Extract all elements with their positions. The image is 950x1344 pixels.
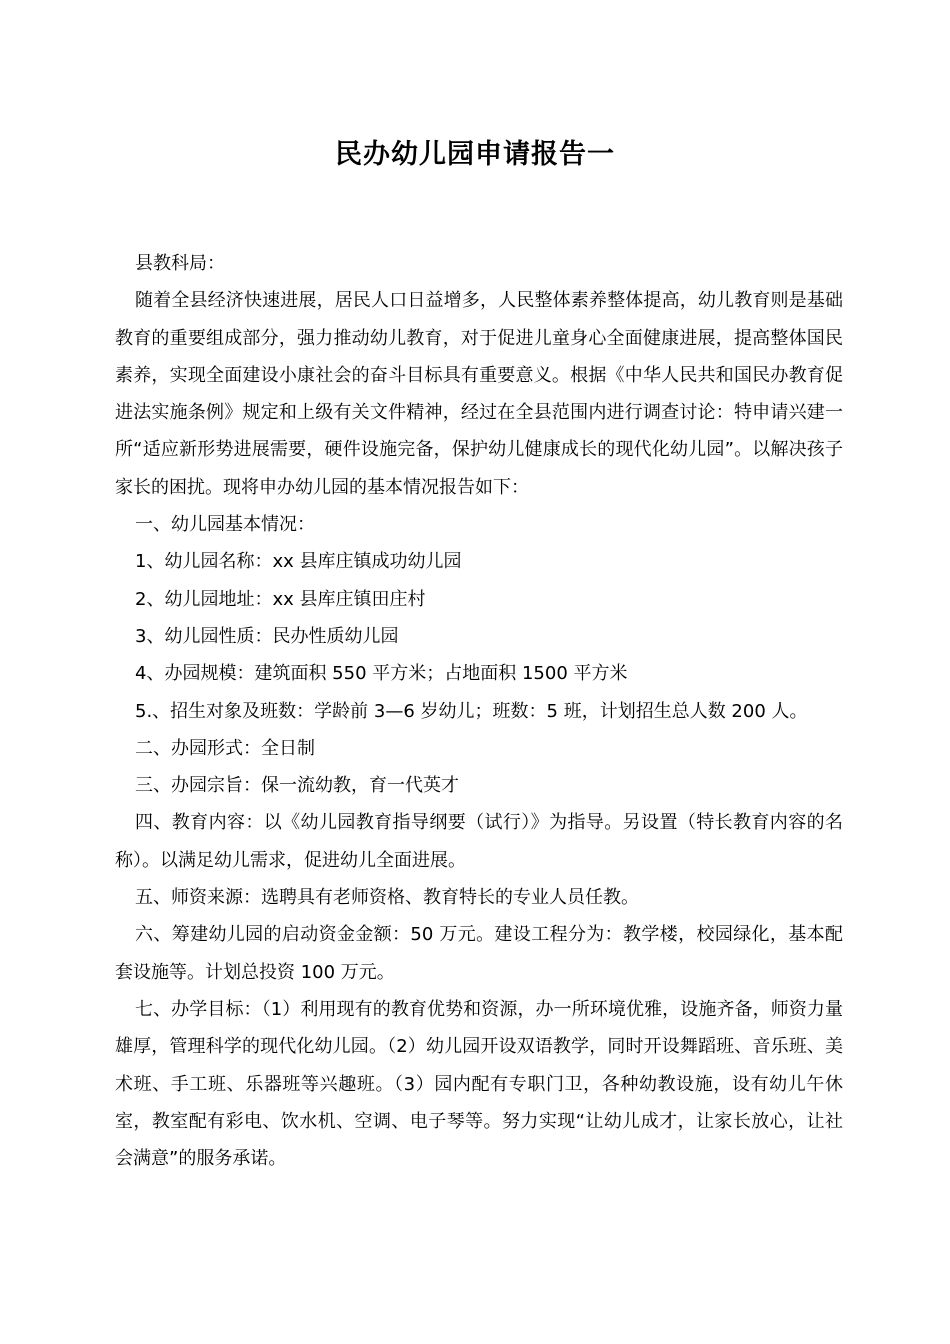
paragraph-item-enrollment: 5.、招生对象及班数：学龄前 3—6 岁幼儿；班数：5 班，计划招生总人数 200 人。 bbox=[135, 700, 808, 722]
paragraph-section-5: 五、师资来源：选聘具有老师资格、教育特长的专业人员任教。 bbox=[135, 887, 639, 909]
paragraph-intro: 随着全县经济快速进展，居民人口日益增多，人民整体素养整体提高，幼儿教育则是基础教育的重要组成部分，强力推动幼儿教育，对于促进儿童身心全面健康进展，提高整体国民素养，实现全面建设小康社会的奋斗目标具有重要意义。根据《中华人民共和国民办教育促进法实施条例》规定和上级有关文件精神，经过在全县范围内进行调查讨论：特申请兴建一所“适应新形势进展需要，硬件设施完备，保护幼儿健康成长的现代化幼儿园”。以解决孩子家长的困扰。现将申办幼儿园的基本情况报告如下： bbox=[115, 290, 843, 498]
paragraph-section-7: 七、办学目标：（1）利用现有的教育优势和资源，办一所环境优雅，设施齐备，师资力量雄厚，管理科学的现代化幼儿园。（2）幼儿园开设双语教学，同时开设舞蹈班、音乐班、美术班、手工班、乐器班等兴趣班。（3）园内配有专职门卫，各种幼教设施，设有幼儿午休室，教室配有彩电、饮水机、空调、电子琴等。努力实现“让幼儿成才，让家长放心，让社会满意”的服务承诺。 bbox=[115, 998, 843, 1170]
paragraph-item-scale: 4、办园规模：建筑面积 550 平方米；占地面积 1500 平方米 bbox=[135, 663, 628, 685]
salutation: 县教科局： bbox=[135, 253, 225, 274]
document-body bbox=[115, 245, 843, 1177]
document-title: 民办幼儿园申请报告一 bbox=[335, 139, 615, 170]
paragraph-section-1-heading: 一、幼儿园基本情况： bbox=[135, 514, 315, 536]
paragraph-section-6: 六、筹建幼儿园的启动资金金额：50 万元。建设工程分为：教学楼，校园绿化，基本配套设施等。计划总投资 100 万元。 bbox=[115, 924, 843, 983]
paragraph-section-3: 三、办园宗旨：保一流幼教，育一代英才 bbox=[135, 775, 459, 797]
paragraph-item-name: 1、幼儿园名称：xx 县库庄镇成功幼儿园 bbox=[135, 551, 462, 573]
paragraph-section-2: 二、办园形式：全日制 bbox=[135, 737, 315, 759]
paragraph-section-4: 四、教育内容：以《幼儿园教育指导纲要（试行）》为指导。另设置（特长教育内容的名称）。以满足幼儿需求，促进幼儿全面进展。 bbox=[115, 812, 843, 871]
paragraph-item-address: 2、幼儿园地址：xx 县库庄镇田庄村 bbox=[135, 588, 426, 610]
paragraph-item-nature: 3、幼儿园性质：民办性质幼儿园 bbox=[135, 625, 399, 647]
